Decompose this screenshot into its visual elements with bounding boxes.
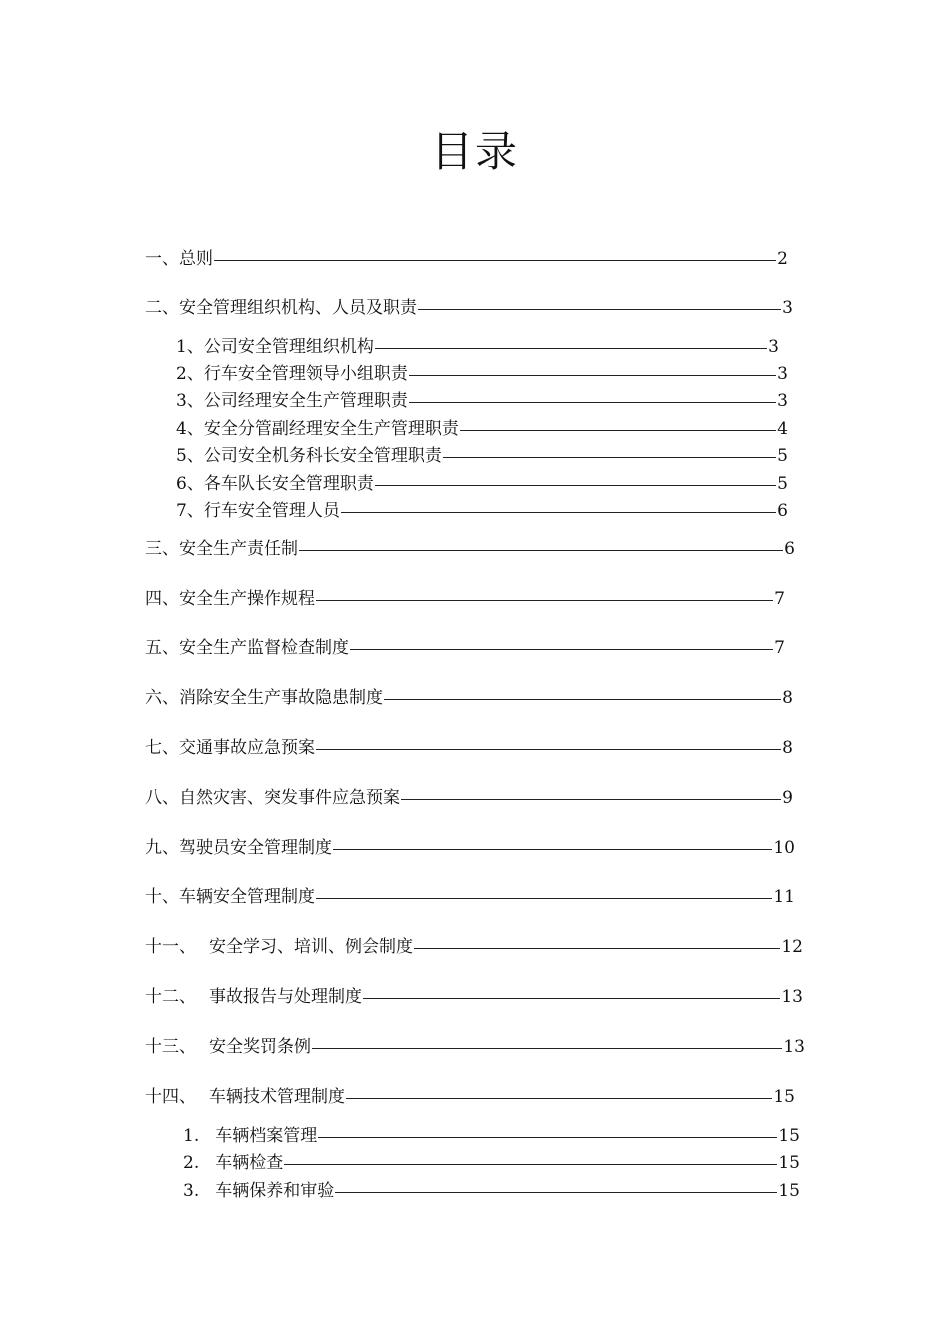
toc-leader (418, 309, 781, 310)
toc-entry-page: 4 (777, 419, 788, 439)
toc-entry-number: 八、 (145, 788, 179, 808)
toc-leader (375, 485, 776, 486)
toc-entry-page: 7 (774, 638, 785, 658)
toc-entry-text: 驾驶员安全管理制度 (179, 838, 332, 858)
toc-entry-page: 11 (773, 887, 795, 907)
toc-leader (414, 948, 780, 949)
toc-entry[interactable] (145, 1035, 805, 1059)
toc-entry-page: 15 (778, 1126, 800, 1146)
toc-entry-text: 公司安全管理组织机构 (203, 337, 374, 357)
toc-entry-number: 七、 (145, 738, 179, 758)
toc-entry[interactable] (145, 636, 785, 660)
toc-entry-text: 行车安全管理领导小组职责 (203, 364, 408, 384)
toc-entry-text: 车辆档案管理 (215, 1126, 318, 1146)
toc-entry-text: 自然灾害、突发事件应急预案 (179, 788, 400, 808)
toc-entry-page: 6 (784, 539, 795, 559)
toc-entry-number: 十四、 (145, 1087, 196, 1107)
toc-entry-page: 9 (782, 788, 793, 808)
toc-entry-number: 1. (183, 1126, 200, 1146)
toc-entry[interactable] (145, 736, 793, 760)
toc-leader (401, 799, 781, 800)
toc-subentry[interactable] (183, 1124, 800, 1148)
toc-leader (460, 430, 776, 431)
toc-entry-text: 安全管理组织机构、人员及职责 (179, 298, 417, 318)
toc-subentry[interactable] (176, 499, 788, 523)
toc-entry-text: 安全学习、培训、例会制度 (209, 937, 413, 957)
toc-subentry[interactable] (176, 472, 788, 496)
toc-entry-number: 5、 (176, 446, 204, 466)
toc-leader (341, 512, 776, 513)
toc-entry[interactable] (145, 1085, 795, 1109)
toc-entry-page: 3 (777, 364, 788, 384)
toc-entry-number: 1、 (176, 337, 204, 357)
toc-entry-text: 各车队长安全管理职责 (203, 474, 374, 494)
toc-entry-number: 十三、 (145, 1037, 196, 1057)
toc-leader (316, 749, 781, 750)
toc-leader (363, 998, 780, 999)
toc-entry[interactable] (145, 296, 793, 320)
toc-entry[interactable] (145, 247, 788, 271)
toc-entry-text: 事故报告与处理制度 (209, 987, 362, 1007)
toc-entry-text: 车辆保养和审验 (215, 1181, 335, 1201)
toc-entry-number: 六、 (145, 688, 179, 708)
toc-subentry[interactable] (183, 1179, 800, 1203)
toc-leader (214, 260, 776, 261)
toc-entry-page: 12 (781, 937, 803, 957)
toc-entry-page: 8 (782, 738, 793, 758)
toc-entry-number: 一、 (145, 249, 179, 269)
toc-entry-page: 7 (774, 589, 785, 609)
toc-entry[interactable] (145, 686, 793, 710)
toc-entry-page: 8 (782, 688, 793, 708)
toc-entry-page: 3 (777, 391, 788, 411)
toc-leader (299, 550, 783, 551)
toc-entry-text: 公司安全机务科长安全管理职责 (203, 446, 442, 466)
toc-entry-number: 四、 (145, 589, 179, 609)
toc-entry-number: 6、 (176, 474, 204, 494)
toc-subentry[interactable] (176, 389, 788, 413)
toc-entry-number: 2. (183, 1153, 200, 1173)
toc-entry-text: 交通事故应急预案 (179, 738, 315, 758)
toc-entry-text: 安全生产监督检查制度 (179, 638, 349, 658)
toc-entry-number: 十一、 (145, 937, 196, 957)
toc-subentry[interactable] (176, 362, 788, 386)
toc-entry-number: 十二、 (145, 987, 196, 1007)
toc-entry-text: 车辆安全管理制度 (179, 887, 315, 907)
toc-entry-number: 3. (183, 1181, 200, 1201)
toc-entry-page: 5 (777, 474, 788, 494)
toc-entry[interactable] (145, 836, 795, 860)
toc-entry-page: 15 (778, 1153, 800, 1173)
toc-entry[interactable] (145, 885, 795, 909)
toc-entry-number: 3、 (176, 391, 204, 411)
toc-leader (316, 898, 772, 899)
toc-leader (409, 375, 776, 376)
toc-entry-text: 公司经理安全生产管理职责 (203, 391, 408, 411)
toc-leader (284, 1164, 777, 1165)
toc-entry-page: 6 (777, 501, 788, 521)
toc-entry-text: 安全分管副经理安全生产管理职责 (203, 419, 459, 439)
toc-entry-page: 10 (773, 838, 795, 858)
toc-leader (443, 457, 776, 458)
toc-leader (318, 1137, 777, 1138)
toc-entry-text: 总则 (179, 249, 213, 269)
toc-leader (409, 402, 776, 403)
toc-entry[interactable] (145, 985, 803, 1009)
toc-entry-number: 三、 (145, 539, 179, 559)
toc-entry-page: 15 (778, 1181, 800, 1201)
toc-entry-number: 五、 (145, 638, 179, 658)
toc-entry-text: 行车安全管理人员 (203, 501, 340, 521)
toc-entry-page: 15 (773, 1087, 795, 1107)
toc-leader (350, 649, 773, 650)
toc-entry-text: 车辆技术管理制度 (209, 1087, 345, 1107)
toc-leader (333, 849, 772, 850)
toc-entry-text: 安全生产操作规程 (179, 589, 315, 609)
toc-entry-page: 2 (777, 249, 788, 269)
toc-entry[interactable] (145, 935, 803, 959)
toc-entry-number: 7、 (176, 501, 204, 521)
toc-leader (346, 1098, 772, 1099)
toc-subentry[interactable] (176, 335, 779, 359)
toc-entry-text: 车辆检查 (215, 1153, 284, 1173)
toc-entry-number: 十、 (145, 887, 179, 907)
toc-entry-page: 3 (782, 298, 793, 318)
toc-entry-page: 13 (783, 1037, 805, 1057)
toc-entry-page: 3 (768, 337, 779, 357)
toc-entry-page: 13 (781, 987, 803, 1007)
toc-leader (316, 600, 773, 601)
toc-entry-number: 二、 (145, 298, 179, 318)
toc-leader (375, 348, 767, 349)
toc-entry-text: 安全生产责任制 (179, 539, 298, 559)
toc-subentry[interactable] (183, 1151, 800, 1175)
toc-subentry[interactable] (176, 417, 788, 441)
toc-entry-number: 九、 (145, 838, 179, 858)
toc-entry-number: 4、 (176, 419, 204, 439)
toc-entry[interactable] (145, 786, 793, 810)
toc-entry-text: 消除安全生产事故隐患制度 (179, 688, 383, 708)
toc-entry-number: 2、 (176, 364, 204, 384)
toc-leader (335, 1192, 777, 1193)
toc-entry[interactable] (145, 587, 785, 611)
toc-entry-text: 安全奖罚条例 (209, 1037, 311, 1057)
toc-subentry[interactable] (176, 444, 788, 468)
toc-leader (384, 699, 781, 700)
toc-entry-page: 5 (777, 446, 788, 466)
toc-leader (312, 1048, 782, 1049)
page-title: 目录 (430, 127, 519, 176)
toc-entry[interactable] (145, 537, 795, 561)
